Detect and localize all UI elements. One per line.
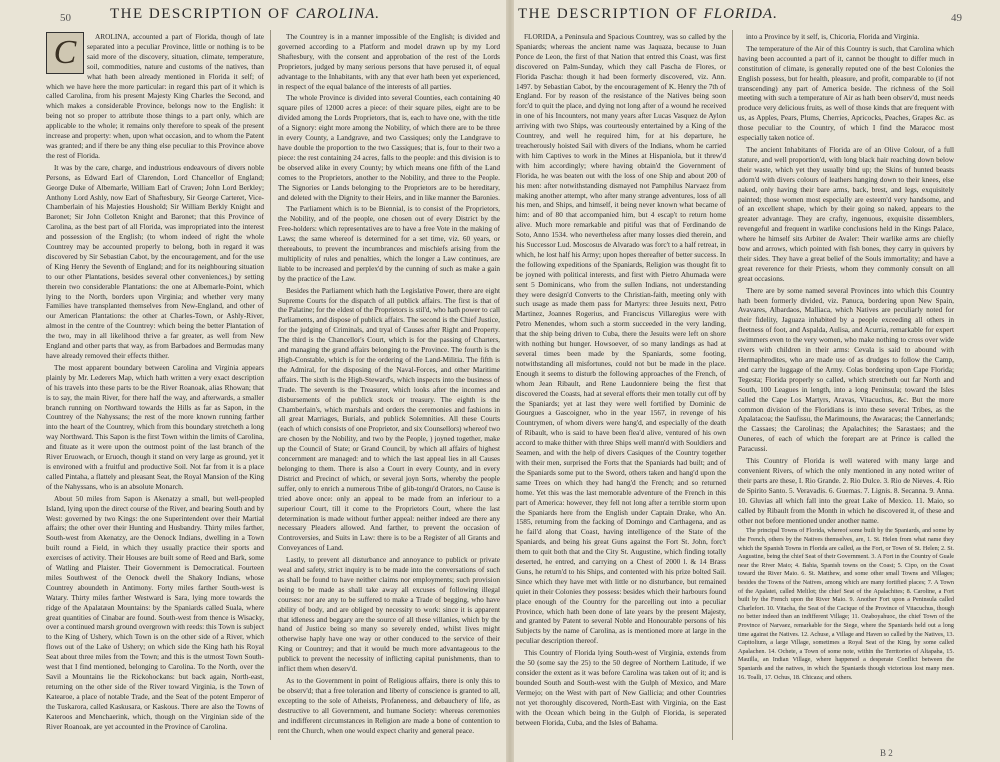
paragraph: This Country of Florida lying South-west of Virginia, extends from the 50 (some say the 25) to the 50 degree of Northern Latitude, if we consider the extent as it was before Carolina was taken out of it; and is bounded South and South-west with the Gulph of Mexico, and Mare Vermejo; on the West with part of New Gallicia; and other Countries not yet thoroughly discovered, North-East with Virginia, on the East with the Ocean which being in the Gulph of Florida, is seperated between Florida, Cuba, and the Isles of Bahama. xyxy=(516,648,726,727)
text-column-4 xyxy=(738,32,954,737)
running-head xyxy=(110,6,380,23)
text-column-2 xyxy=(278,32,500,737)
running-head-prefix: THE DESCRIPTION OF xyxy=(518,6,699,22)
running-head-place: FLORIDA. xyxy=(703,6,778,22)
paragraph: As to the Government in point of Religious affairs, there is only this to be observ'd; that a free toleration and liberty of conscience is granted to all, excepting to the sole of Atheists, Profaneness, and debauchery of life, as destructive to all Government, and humane Society: whereas ceremonies and indifferent circumstances in Religion are made a bone of contention to rent the Church, when one would expect charity and general peace. xyxy=(278,676,500,735)
paragraph: This Country of Florida is well watered with many large and convenient Rivers, of which the only mentioned in any noted writer of their parts are these, I. Rio Grande. 2. Rio Dulce. 3. Rio de Nieves. 4. Rio de Spirito Santo. 5. Veravadis. 6. Guemas. 7. Lignis. 8. Secanna. 9. Anna. 10. Gluvias all which fall into the great Lake of Mexico. 11. Maio, so called by Ribault from the Month in which he discovered it, of these and other not before mentioned under another name. xyxy=(738,456,954,525)
running-head xyxy=(518,6,778,23)
decorated-initial: C xyxy=(46,32,84,74)
paragraph: FLORIDA, a Peninsula and Spacious Countrey, was so called by the Spaniards; whereas the ancient name was Jaquaza, because to Juan Ponce de Leon, the first of that Nation that entred this Coast, was first discovered on Palm-Sunday, which they call Pascha de Flores, or Florida Pascha: though it had been formerly discovered, viz. Ann. 1497. by Sebastian Cabot, by the encouragement of K. Henry the 7th of England. For by reason of the resistance of the Natives being soon forc'd to quit the place, and dying not long after of a wound he received in one of his Incounters, not many years after Lucas Vasquez de Aylon arriving with two Ships, was courteously entertained by a King of the Countrey, and well he required him, for at his departure, he treacherously hoisted Sail with divers of the Indians, whom he carried with him Captives to work in the Mines at Hispaniola, but it threw'd with him accordingly; where having obtain'd the Government of Florida, he was beaten out with the loss of one Ship and about 200 of his men: after notwithstanding dismayed not Pamphilus Narvaez from making another attempt, who after many strange adventures, loss of all his men, and Ships, and himself, it being never known what became of him: and of 80 that accompanied him, but 4 escap't to return home alive. Much more remarkable and pitiful was that of Ferdinando de Soto, Anno 1534. who nevertheless after many losses died therein, and his Successor Lud. Moscosus de Alvarado was forc't to a half retreat, in which, he lost half his Army; upon hopes thereafter of better success. In the following expeditions of the Spaniards, Religion was thought fit to be joyned with political interests, and first with Pietro Ahumada were sent 5 Dominicans, who from the sullen Indians, not understanding they were design'd Converts to the Christian-faith, meeting only with such usage as made them pass for Martyrs: three Jesuits next, Petro Martinez, Joannes Rogerius, and Franciscus Villaregius were with Petro Menendes, whom such a storm succeeded in the very landing, that the ship being driven to Cuba, there the Jesuits were left on shore with nothing but hunger. Howsoever, of so many landings as had at several times been made by the Spaniards, some footing, notwithstanding all misfortunes, could not but be made in the place. Enough it seems to disturb the following approaches of the French, of whom Jean Ribault, and Rene Laudonniere being the first that discovered the Coasts, had at several efforts their men totally cut off by the Spaniards; yet at last they were well fortified by Dominic de Gourgues a Gascoigner, who in the year 1567, in revenge of his Countrymen, of whom divers were hang'd, and especially of the death of Ribault, who is said to have been flea'd alive, ventured of his own accord to make thither with three Ships well mann'd with Souldiers and Seamen, and with the help of divers Casiques of the Country together with their men, surprised the Forts that the Spaniards had built; and of the Spaniards some put to the Sword, others taken and hang'd upon the same Trees on which they had hang'd the French; and so returned home. Yet this was the last memorable adventure of the French in this part of America: however, they fell not long after a terrible storm upon the Spaniards here from the English under Captain Drake, who An. 1585, returning from the facking of Domingo and Carthagena, and as he fail'd along that Coast, having intelligence of the State of the Spaniards, and being his great Guns against the Fort St. John, forc't them to quit both that and the City St. Augustine, which finding totally deserted, he entred, and carrying on a Chest of 2000 l. & 14 Brass Guns, he return'd to his Ships, and contented with his prize bolted Sail. Since which they have met with little or no disturbance, but remained quiet in their Colonies they possess: besides which their harbours found place enough of the Country for the parcelling out into a peculiar Province, which hath been done of late years by the present Majesty, and granted by Patent to several Noble and Honourable persons of his Subjects by the name of Carolina, as is mentioned more at large in the peculiar description thereof. xyxy=(516,32,726,646)
paragraph: AROLINA, accounted a part of Florida, though of late separated into a peculiar Province, little or nothing is to be said more of the discovery, situation, climate, temperature, soil, commodities, nature and customs of the natives, than what hath been already mentioned in Florida it self; of which we have here the more particular: in regard this part of it which is called Carolina, from his present Majesty King Charles the Second, and which makes a considerable Province, belongs now to the English: it being not so proper to attribute those things to a part only, which are applicable to the whole; it remains only therefore to speak of the present increase and property: when, upon what occasion, and to whom the Patent was granted; and if there be any thing else peculiar to this Province above the rest of Florida. xyxy=(46,32,264,160)
page-number: 50 xyxy=(60,12,71,24)
paragraph: There are by some named several Provinces into which this Country hath been formerly divided, viz. Panuca, bordering upon New Spain, Avavares, Albardaos, Malliaca, which Natives are peculiarly noted for their fidelity, Jaguaza inhabited by a people exceeding all others in fleetness of foot, and Aspalda, Aulisa, and Acurria, remarkable for expert swimmers even to the very women, who make nothing to cross over wide rivers with children in their arms: Cevala is said to abound with Hermaphrodites, who are made use of as drudges to follow the Camp, and carry the luggage of the Army. Colas bordering upon Cape Florida; Tegesta; Florida properly so called, which stretcheth out far North and South, 100 Leagues in length, into a long Peninsula; toward the Isles called the Cape Los Martyrs, Aravas, Vitacuchus, &c. But the more common division of the Floridians is into these several Tribes, as the Apalatacoa; the Saufissu, the Marimouns, the Awaracas; the Cannerlands; the Cassaes; the Carolinas; the Apalachites; the Sarastaes; and the Ouneres, of each of which the forepart are at Prince is called the Paracussi. xyxy=(738,285,954,454)
paragraph: Besides the Parliament which hath the Legislative Power, there are eight Supreme Courts for the dispatch of all publick affairs. The first is that of the Palatine; for the eldest of the Proprietors is stil'd, who hath power to call Parliaments, and dispose of publick affairs. The second is the Chief Justice, for the judging of Criminals, and tryal of Causes after Right and Property. The third is the Chancellor's Court, which is for the passing of Charters, and managing the grand affairs belonging to the Province. The fourth is the High-Constable, which is for the ordering of the Land-Militia. The fifth is the Admiral, for the disposing of the Naval-Forces, and other Maritime affairs. The sixth is the High-Steward's, which inspects into the business of Trade. The seventh is the Treasurer, which looks after the incomes and disbursements of the publick stock or treasury. The eighth is the Chamberlain's, which marshals and orders the ceremonies and fashions in all great Marriages, Burials, and publick Solemnities. All these Courts (each of which consists of one Proprietor, and six Counsellors) whereof two are chosen by the Nobility, and two by the People, ) joyned together, make up the Council of State; or Grand Council, by which all affairs of highest concernment are managed: and to which the last appeal lies in all Causes belonging to them. There is also a Court in every County, and in every District and Precinct of which, or several joyn Sorts, whereby the people suffer, only to enrich a numerous Tribe of glib-tongu'd Orators, no Cause is tried above once: only an appeal to be made from an inferiour to a superiour Court, till it come to the Proprietors Court, where the last determination is made without further appeal: neither indeed are there any necessary Pleaders allowed. And farther, to prevent the occasion of Controversies, and Suits in Law: there is to be a Register of all Grants and Conveyances of Land. xyxy=(278,285,500,553)
rivers-and-towns-note: The principal Towns of Florida, whereof some built by the Spaniards, and some by the French, others by the Natives themselves, are, 1. St. Helen from what name they which the Spanish Towns in Florida are called, as the Fort, or Town of St. Helen; 2. St. Augustine, being the chief Seat of their Government. 3. A Fort in the Country of Guale near the River Maio; 4. Bahia, Spanish towns on the Coast; 5. Cipo, on the Coast toward the River Maio. 6. St. Matthew, and some other small Towns and Villages; besides the Towns of the Natives, among which are many fortified places; 7. A Town of the Apalatei, called Melilot; the chief Seat of the Apalachites; 8. Caroline, a Fort built by the French upon the River Maio. 9. Another Fort upon a Peninsula called Charlefort. 10. Vitacha, the Seat of the Cacique of the Province of Vitacuchus, though no better indeed than an indifferent Village; 11. Ozaboyahuoc, the chief Town of the Province of Narvaez, remarkable for the Siege, where the Spaniards held out a long time against the Natives. 12. Achuse, a Village and Haven so called by the Natives, 13. Capitolium, a large Village, sometimes a Royal Seat of the King, by some called Apalachen. 14. Ochete, a Town of some note, within the Territories of Altapaha, 15. Mauilla, an Indian Village, where happened a desperate Conflict between the Spaniards and the natives, in which the Spaniards though victorious lost many men. 16. Toalli, 17. Ochus, 18. Chicaza; and others. xyxy=(738,527,954,681)
signature-mark: B 2 xyxy=(880,748,893,758)
text-column-3 xyxy=(516,32,726,737)
paragraph: The whole Province is divided into several Counties, each containing 40 square piles of 12000 acres a piece: of their square piles, eight are to be divided among the Lords Proprietors, that is, each to have one, with the title of a Signory: eight more among the Nobility, of which there are to be three in every County, a Landgrave, and two Cassiques; only the Landgrave to have double the proportion to the two Cassiques; that is, four to their two a piece: the rest containing 24 acres, falls to the people: and this division is to be observed alike in every County; by which means one fifth of the Land comes to the Proprietors, another to the Nobility, and three to the People. The Signories or Lands belonging to the Proprietors are to be hereditary, and deleted with the Dignity to their Heirs, and in like manner the Baronies. xyxy=(278,93,500,202)
paragraph: The most apparent boundary between Carolina and Virginia appears plainly by Mr. Lederers Map, which hath written a very exact description of his travels into these parts to be the River Roanoak, alias Rhowan; that is to say, the main River, for there half the way, and afterwards, a smaller branch running on Northward towards the Hills as far as Sapon, in the Countrey of the Nahyssans; the rest of the more known running farther into the heart of the Countrey, which from this boundary stretcheth a long way Northward. This Sapon is the first Town within the limits of Carolina, and fituate as it were upon the outmost point of the last branch of the River Eruowach, or Eruoch, though it stand on very large as ground, yet it is environed with a fruitful and productive Soil. Not far from it is a place called Pintaha, a flattely and pleasant Seat, the Royal Mansion of the King of the Nahyssans, who is an absolute Monarch. xyxy=(46,362,264,491)
paragraph: The temperature of the Air of this Country is such, that Carolina which having been accounted a part of it, cannot be thought to differ much in constitution of climate, is generally reputed one of the best Colonies the English possess, but for health, pleasure, and profit, comparable to (if not transcending) any part of America beside. The richness of the Soil meeting with such a temperature of Air as hath been observ'd, must needs produce very delicious fruits, as well of those kinds that are frequent with us, as Apples, Pears, Plums, Cherries, Apricocks, Peaches, Grapes &c. as those peculiar to the Country, of which I find the Maracoc most especially taken notice of. xyxy=(738,43,954,143)
running-head-place: CAROLINA. xyxy=(295,6,381,22)
paragraph: It was by the care, charge, and industrious endeavours of divers noble Persons, as Edward Earl of Clarendon, Lord Chancellor of England; George Duke of Albemarle, William Earl of Craven; John Lord Berkley; Anthony Lord Ashly, now Earl of Shaftesbury, Sir George Carteret, Vice-Chamberlain of his Majesties Houshold; Sir William Berkly Knight and Baronet; Sir John Colleton Knight and Baronet; that this Province of Carolina, as the best part of all Florida, was impropriated into the interest and possession of the English; (to whom indeed of right the whole Countrey may be accounted properly to belong, both in regard it was discovered by Sir Sebastian Cabot, by the encouragement, and for the use of King Henry the Seventh of England; and for its neighbouring situation to our other Plantations, besides several other conveniences,) by setting therein two considerable Plantations: the one at Albemarle-Point, which lying to the North, borders upon Virginia; and whether very many Families have transplanted themselves from New-England, and other of our American Plantations: the other at Charles-Town, or Ashly-River, almost in the centre of the Countrey: which being the better Plantation of the two, may in all likelihood thrive a far greater, as well from New England and other parts that way, as from Barbadoes and Bermudas many have already removed their effects thither. xyxy=(46,162,264,360)
paragraph: About 50 miles from Sapon is Akenatzy a small, but well-peopled Island, lying upon the direct course of the River, and bearing South and by West: governed by two Kings: the one Superintendent over their Martial affairs; the other over their Hunting and Husbandry. Thirty miles farther, South-west from Akenatzy, are the Oenock Indians, dwelling in a Town built round a Field, in which they usually practice their sports and exercises of activity. Their Houses are built some of Reed and Bark, some of Watling and Plaister. Their Government is Democratical. Fourteen miles Southwest of the Oenock dwell the Shakory Indians, whose Countrey aboundeth in Antimony. Forty miles farther South-west is Watary. Thirty miles farther Westward is Sara, lying more towards the ridge of the Apalatæan Mountains: by the Spaniards called Suala, where great quantities of Cinabar are found. South-west from thence is Wisacky, over a continued marsh ground overgrown with reeds: this Town is subject to the King of Ushery, which Town is on the other side of a River, which flows out of the Lake of Ushery; on which side the King hath his Royal Seat about three miles from the Town; and this is the utmost Town South-west that I find mentioned, belonging to Carolina. To the North, over the Savil a Mountains lie the Rickohockans: but back again, North-east, returning on the other side of the River toward Virginia, is the Town of Katearoe, a place of notable Trade, and the Seat of the potent Emperor of the Tuskarora, called Kaskusara, or Kaskous. There are also the Towns of Kateroos and Menchaerink, which, though on the Virginian side of the River Roanoak, are yet accounted in the Province of Carolina. xyxy=(46,493,264,731)
running-head-prefix: THE DESCRIPTION OF xyxy=(110,6,291,22)
right-page xyxy=(512,0,962,762)
column-rule xyxy=(270,30,271,740)
page-number: 49 xyxy=(951,12,962,24)
text-column-1 xyxy=(46,32,264,737)
paragraph: The Parliament which is to be Biennial, is to consist of the Proprietors, the Nobility, and of the people, one chosen out of every District by the Free-holders: which representatives are to have a free Vote in the making of Laws; the same whereof is determined for a set time, viz. 60 years, or thereabouts, to prevent the incumbrances and mischiefs arising from the multiplicity of rules and penalties, which the longer a Law continues, are liable to be increased and perplex'd by the cunning of such as make a gain by the practice of the Law. xyxy=(278,204,500,283)
column-rule xyxy=(732,30,733,740)
paragraph: The Countrey is in a manner impossible of the English; is divided and governed according to a Platform and model drawn up by my Lord Shaftesbury, with the consent and approbation of the rest of the Lords Proprietors, judged by many serious persons that have perused it, of equal advantage to the Inhabitants, with any that ever hath been yet experienced, in respect of the equal balance of the interests of all parties. xyxy=(278,32,500,91)
paragraph: into a Province by it self, is, Chicoria, Florida and Virginia. xyxy=(746,32,920,41)
paragraph: Lastly, to prevent all disturbance and annoyance to publick or private weal and safety, strict inquiry is to be made into the conversations of such as shall be found to have neither claims nor employments; such provision being to be made as shall take away all excuses of following illegal courses: nor are any to be suffered to make a Trade of begging, who have ability of body, and are obliged by necessity to work: since it is apparent that idleness and beggary are the source of all these villanies, which by the hand of Justice being so many so severely ended, whilst lives might otherwise haply have one way or other conduced to the service of their King or Countrey; and that it would be much more advantageous to the publick to prevent the necessity of inflicting capital punishments, than to inflict them when deserv'd. xyxy=(278,555,500,674)
paragraph: The ancient Inhabitants of Florida are of an Olive Colour, of a full stature, and well proportion'd, with long black hair reaching down below their waste, which yet they usually bind up; the Skins of hunted beasts adorn'd with divers colours of leathers hanging down to their knees, else naked, only having their bare arms, back, brest, and legs, exquisitely painted; those women most especially are esteem'd very handsome, and of an excellent shape, which by their going so naked, appears to the greater advantage. They are crafty, ingenuous, exquisite dissemblers, revengeful and frequent in warlike conclusions held in the Kings Palace, where he himself sits Arbiter de Avaler: Their warlike arms are chiefly bow and arrows, which pointed with fish bones, they carry in quivers by their sides. They have a great belief of the Souls immortality; and have a great reverence for their Priests, whom they commonly consult on all great occasions. xyxy=(738,144,954,283)
left-page xyxy=(38,0,508,762)
